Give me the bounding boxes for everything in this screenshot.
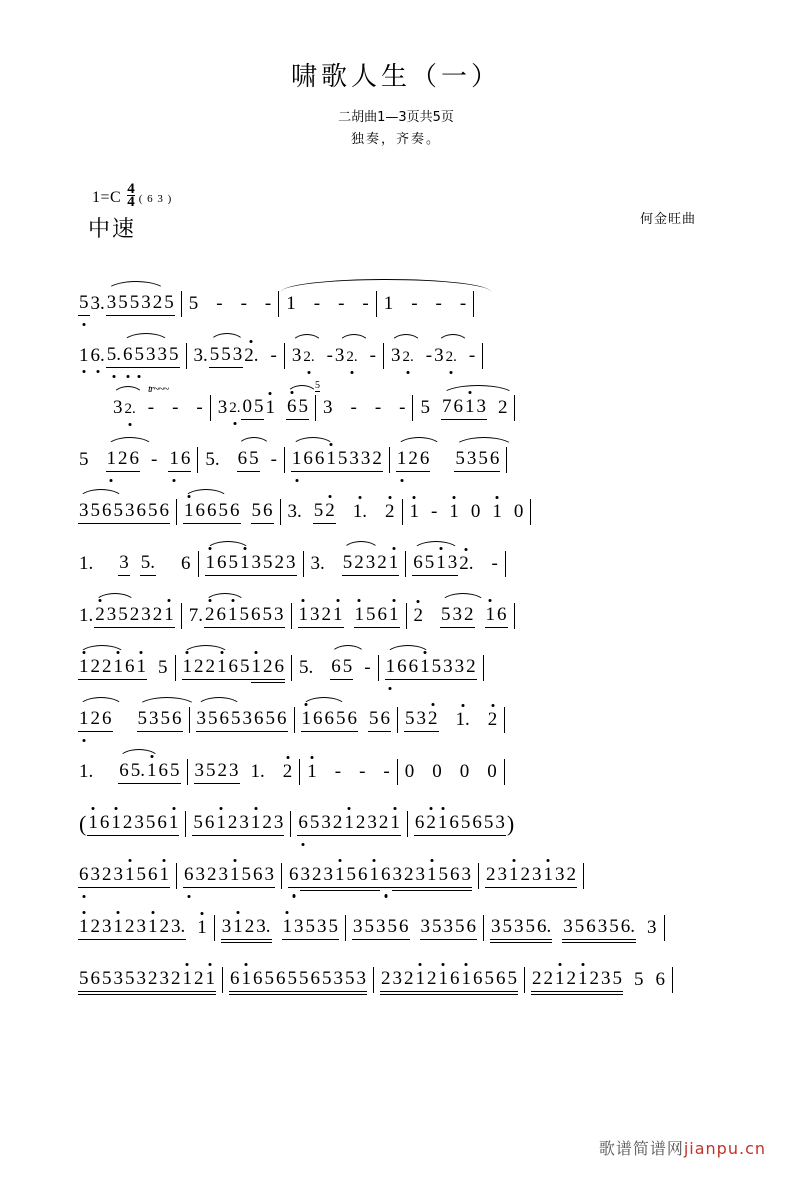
- music-line: 1 2 3 1 2 3 1 2 3. 1 3 1 2 3. 1 3 5 3 5 3 5 3 5 6 3 5 3 5 6 3 5 3 5 6. 3 5 6 3 5 6. 3: [0, 902, 792, 954]
- subtitle-block: [0, 107, 792, 151]
- page-title: 啸歌人生（一）: [290, 62, 501, 92]
- music-line: 1 2 6 5 3 5 6 3 5 6 5 3 6 5 6 1 6 6 5 6 5 6 5 3 2 1. 2: [0, 694, 792, 746]
- time-signature: [127, 181, 135, 210]
- music-line: tr~~~ 3 2. - - - 3 2. 0 5 1 6 5 5 3 - - - 5 7 6 1 3 2: [0, 382, 792, 434]
- music-line: 3 5 6 5 3 6 5 6 1 6 6 5 6 5 6 3. 5 2 1. 2 1 - 1 0 1 0: [0, 486, 792, 538]
- meter-numerator: 4: [127, 181, 135, 197]
- watermark-cn: 歌谱简谱网: [598, 1139, 684, 1158]
- music-line: 1. 3 5. 6 1 6 5 1 3 5 2 3 3. 5 2 3 2 1 6 5 1 3 2. -: [0, 538, 792, 590]
- music-line: ( 1 6 1 2 3 5 6 1 5 6 1 2 3 1 2 3 6 5 3 2 1 2 3 2 1 6 2 1 6 5 6 5 3 ): [79, 811, 515, 836]
- subtitle-pages: 二胡曲1—3页共5页: [338, 110, 454, 125]
- subtitle-performance: 独奏，齐奏。: [350, 132, 441, 147]
- watermark-en: jianpu.cn: [683, 1139, 766, 1158]
- music-line: 1 2 2 1 6 1 5 1 2 2 1 6 5 1 2 6 5. 6 5 - 1 6 6 1 5 3 3 2: [0, 642, 792, 694]
- tempo-marking: 中速: [88, 217, 137, 242]
- key-signature: [92, 181, 173, 210]
- watermark: [599, 1136, 766, 1159]
- composer-credit: 何金旺曲: [639, 212, 696, 227]
- music-line: 5 1 2 6 - 1 6 5. 6 5 - 1 6 6 1 5 3 3 2 1 2 6 5 3 5 6: [0, 434, 792, 486]
- music-line: 6 3 2 3 1 5 6 1 6 3 2 3 1 5 6 3 6 3 2 3 1 5 6 1 6 3 2 3 1 5 6 3 2 3 1 2 3 1 3 2: [0, 850, 792, 902]
- music-line: 1. 2 3 5 2 3 2 1 7. 2 6 1 5 6 5 3 1 3 2 1 1 5 6 1 2 5 3 2 1 6: [0, 590, 792, 642]
- music-line: 5 3. 3 5 5 3 2 5 5 - - - 1 - - - 1 - - -: [0, 278, 792, 330]
- sheet-music-page: [0, 56, 792, 1177]
- key-label: 1=C: [92, 189, 122, 206]
- tuning-note: ( 6 3 ): [138, 193, 173, 205]
- music-body: [0, 278, 792, 1006]
- music-line: 1. 6 5. 1 6 5 3 5 2 3 1. 2 1 - - - 0 0 0 0: [0, 746, 792, 798]
- music-line: 5 6 5 3 5 3 2 3 2 1 2 1 6 1 6 5 6 5 5 6 5 3 5 3 2 3 2 1 2 1 6 1 6 5 6 5 2 2 1 2 1 2 3 5 5 6: [0, 954, 792, 1006]
- music-line: 1 6. 5. 6 5 3 3 5 3. 5 5 3 2. - 3 2. - 3 2. - 3 2. - 3 2. -: [0, 330, 792, 382]
- meter-denominator: 4: [127, 194, 135, 210]
